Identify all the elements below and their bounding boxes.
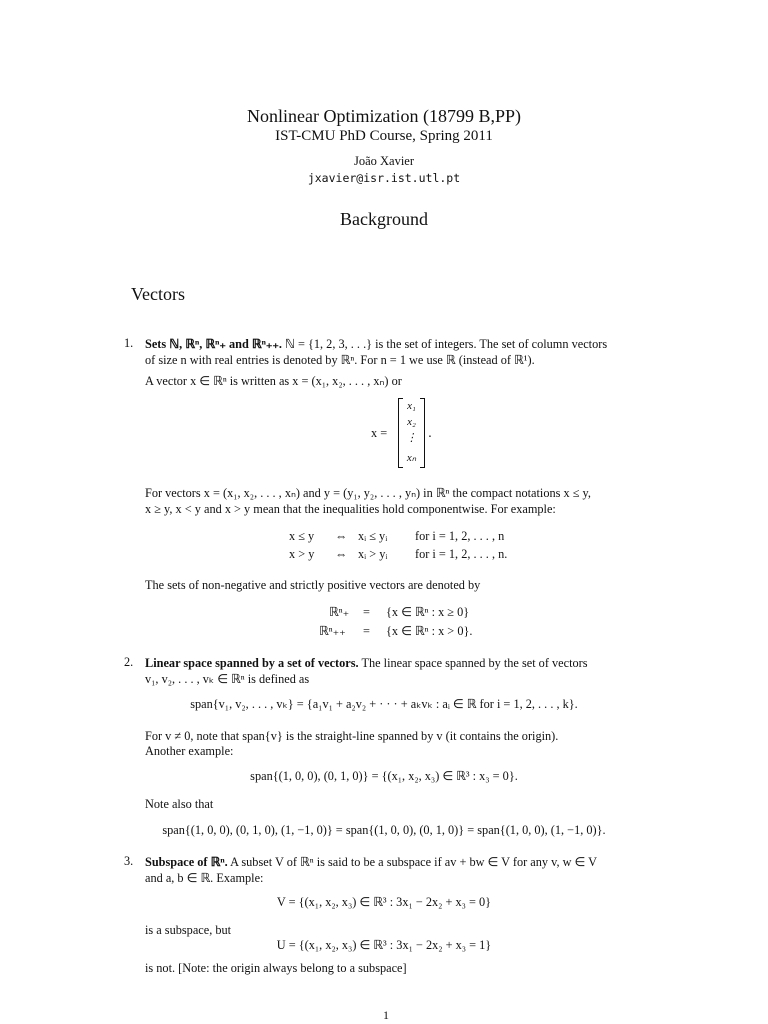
section-title: Vectors: [131, 284, 185, 304]
item-3-text: [145, 854, 597, 870]
item-2-line-2: v₁, v₂, . . . , vₖ ∈ ℝⁿ is defined as: [145, 672, 310, 686]
inequality-component: xᵢ ≤ yᵢ: [358, 529, 388, 543]
matrix-entry: x₁: [407, 400, 416, 412]
set-name: ℝⁿ₊: [329, 605, 350, 619]
item-1-line-2: of size n with real entries is denoted by ℝⁿ. For n = 1 we use ℝ (instead of ℝ¹).: [145, 353, 535, 367]
item-2-heading: Linear space spanned by a set of vectors.: [145, 656, 359, 670]
item-1-text: [145, 336, 607, 352]
item-2-line-3: For v ≠ 0, note that span{v} is the straight-line spanned by v (it contains the origin).: [145, 729, 559, 743]
item-2-line-1: The linear space spanned by the set of vectors: [361, 656, 588, 670]
inequality-left: x > y: [289, 547, 315, 561]
item-3-line-2: and a, b ∈ ℝ. Example:: [145, 871, 264, 885]
set-definition: {x ∈ ℝⁿ : x > 0}.: [386, 624, 473, 638]
set-equals: =: [363, 624, 370, 638]
equivalence-arrow: ⇔: [335, 547, 348, 561]
item-1-line-1: ℕ = {1, 2, 3, . . .} is the set of integers. The set of column vectors: [285, 337, 608, 351]
course-subtitle: IST-CMU PhD Course, Spring 2011: [275, 128, 493, 144]
span-equality-equation: span{(1, 0, 0), (0, 1, 0), (1, −1, 0)} = span{(1, 0, 0), (0, 1, 0)} = span{(1, 0, 0), (1, −1, 0)}.: [162, 823, 606, 837]
item-3-line-1: A subset V of ℝⁿ is said to be a subspace if av + bw ∈ V for any v, w ∈ V: [230, 855, 597, 869]
matrix-period: .: [428, 426, 432, 440]
item-1-line-6: The sets of non-negative and strictly positive vectors are denoted by: [145, 578, 481, 592]
page-number: 1: [383, 1008, 389, 1022]
column-vector-matrix: [398, 398, 425, 468]
item-2-line-5: Note also that: [145, 797, 214, 811]
set-definition: {x ∈ ℝⁿ : x ≥ 0}: [386, 605, 470, 619]
item-3-line-3: is a subspace, but: [145, 923, 232, 937]
item-1-heading: Sets ℕ, ℝⁿ, ℝⁿ₊ and ℝⁿ₊₊.: [145, 337, 282, 351]
nonsubspace-example-equation: U = {(x₁, x₂, x₃) ∈ ℝ³ : 3x₁ − 2x₂ + x₃ = 1}: [276, 938, 492, 952]
inequality-left: x ≤ y: [289, 529, 315, 543]
author-name: João Xavier: [353, 154, 415, 168]
inequality-component: xᵢ > yᵢ: [358, 547, 388, 561]
inequality-condition: for i = 1, 2, . . . , n: [415, 529, 505, 543]
topic-heading: Background: [340, 209, 428, 229]
matrix-entry: x₂: [407, 416, 416, 428]
set-name: ℝⁿ₊₊: [319, 624, 346, 638]
equivalence-arrow: ⇔: [335, 529, 348, 543]
span-definition-equation: span{v₁, v₂, . . . , vₖ} = {a₁v₁ + a₂v₂ + · · · + aₖvₖ : aᵢ ∈ ℝ for i = 1, 2, . . . , k}.: [190, 697, 578, 711]
item-1-line-5: x ≥ y, x < y and x > y mean that the inequalities hold componentwise. For example:: [145, 502, 556, 516]
author-email: jxavier@isr.ist.utl.pt: [307, 171, 461, 185]
item-2-text: [145, 655, 588, 671]
matrix-label: x =: [371, 426, 388, 440]
set-equals: =: [363, 605, 370, 619]
inequality-condition: for i = 1, 2, . . . , n.: [415, 547, 508, 561]
item-2-line-4: Another example:: [145, 744, 234, 758]
document-title: Nonlinear Optimization (18799 B,PP): [247, 106, 521, 126]
matrix-entry: xₙ: [406, 452, 417, 464]
item-3-heading: Subspace of ℝⁿ.: [145, 855, 228, 869]
subspace-example-equation: V = {(x₁, x₂, x₃) ∈ ℝ³ : 3x₁ − 2x₂ + x₃ = 0}: [276, 895, 492, 909]
item-1-line-4: For vectors x = (x₁, x₂, . . . , xₙ) and y = (y₁, y₂, . . . , yₙ) in ℝⁿ the compact notations x ≤ y,: [145, 486, 591, 500]
item-1-line-3: A vector x ∈ ℝⁿ is written as x = (x₁, x₂, . . . , xₙ) or: [145, 374, 402, 388]
item-3-line-4: is not. [Note: the origin always belong to a subspace]: [145, 961, 407, 975]
item-number: 3.: [124, 854, 134, 868]
span-example-equation: span{(1, 0, 0), (0, 1, 0)} = {(x₁, x₂, x₃) ∈ ℝ³ : x₃ = 0}.: [250, 769, 518, 783]
matrix-entry: ⋮: [406, 432, 417, 444]
item-number: 1.: [124, 336, 134, 350]
item-number: 2.: [124, 655, 134, 669]
